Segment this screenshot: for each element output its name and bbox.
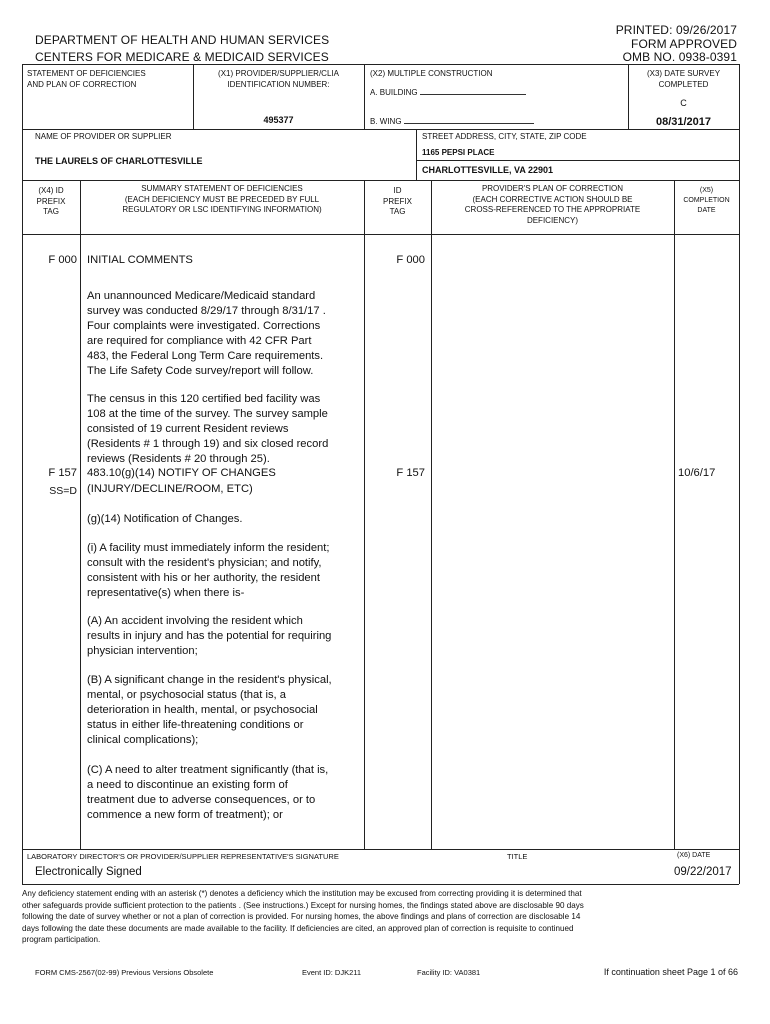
rule-address [416,129,417,180]
survey-date: 08/31/2017 [655,116,712,128]
tag-f000: F 000 [48,254,77,266]
completion-date-f157: 10/6/17 [678,467,716,479]
rule-street [416,160,739,161]
omb-number: OMB NO. 0938-0391 [622,50,737,64]
rule-col-id [431,180,432,849]
rule-columns [22,180,739,181]
x3-label: (X3) DATE SURVEY COMPLETED [646,69,721,89]
form-number: FORM CMS-2567(02-99) Previous Versions Obsolete [35,968,214,977]
tag-ss: SS=D [49,485,77,497]
paragraph-inform: (i) A facility must immediately inform the resident; consult with the resident's physician; and notify, consistent with his or her authority, the resident representative(s) when there is- [87,542,330,599]
paragraph-census: The census in this 120 certified bed facility was 108 at the time of the survey. The survey sample consisted of 19 current Resident reviews (Residents # 1 through 19) and six closed record reviews (Residents # 20 through 25). [87,393,329,465]
rule-provider [22,129,739,130]
provider-name-label: NAME OF PROVIDER OR SUPPLIER [35,132,172,141]
form-approved: FORM APPROVED [631,37,737,51]
col-header-x4: (X4) ID PREFIX TAG [36,186,66,216]
provider-name: THE LAURELS OF CHARLOTTESVILLE [35,156,203,166]
col-header-summary: SUMMARY STATEMENT OF DEFICIENCIES (EACH DEFICIENCY MUST BE PRECEDED BY FULL REGULATORY OR LSC IDENTIFYING INFORMATION) [122,184,322,214]
wing-field: B. WING [370,114,534,128]
address-label: STREET ADDRESS, CITY, STATE, ZIP CODE [422,132,587,141]
rule-right [739,64,740,884]
rule-col-summary [364,180,365,849]
paragraph-notification: (g)(14) Notification of Changes. [87,513,243,525]
city-state-zip: CHARLOTTESVILLE, VA 22901 [422,165,554,175]
tag-f157: F 157 [48,467,77,479]
col-header-plan: PROVIDER'S PLAN OF CORRECTION (EACH CORRECTIVE ACTION SHOULD BE CROSS-REFERENCED TO THE APPROPRIATE DEFICIENCY) [464,184,641,225]
event-id: Event ID: DJK211 [302,968,362,977]
rule-disclaimer [22,884,739,885]
rule-x2 [364,64,365,129]
provider-id: 495377 [263,115,294,125]
building-field: A. BUILDING [370,85,526,99]
id-f157: F 157 [396,467,425,479]
col-header-x5: (X5) COMPLETION DATE [683,187,730,214]
paragraph-survey: An unannounced Medicare/Medicaid standard survey was conducted 8/29/17 through 8/31/17 . Four complaints were investigated. Corrections are required for compliance with 42 CFR Part 483, the Federal Long Term Care requirements. The Life Safety Code survey/report will follow. [87,290,326,377]
rule-top [22,64,739,65]
x1-label: (X1) PROVIDER/SUPPLIER/CLIA IDENTIFICATION NUMBER: [218,69,339,89]
page-number: If continuation sheet Page 1 of 66 [603,967,738,977]
department-title: DEPARTMENT OF HEALTH AND HUMAN SERVICES [35,33,330,47]
disclaimer-text: Any deficiency statement ending with an asterisk (*) denotes a deficiency which the institution may be excused from correcting providing it is determined that other safeguards provide sufficient protection to the patients . (See instructions.) Except for nursing homes, the findings stated above are disclosable 90 days following the date of survey whether or not a plan of correction is provided. For nursing homes, the above findings and plans of correction are disclosable 14 days following the date these documents are made available to the facility. If deficiencies are cited, an approved plan of correction is requisite to continued program participation. [22,889,584,944]
f157-title-line1: 483.10(g)(14) NOTIFY OF CHANGES [87,467,276,479]
rule-col-plan [674,180,675,849]
paragraph-change: (B) A significant change in the resident's physical, mental, or psychosocial status (that is, a deterioration in health, mental, or psychosocial status in either life-threatening conditions or clinical complications); [87,674,332,746]
initial-comments-title: INITIAL COMMENTS [87,254,193,266]
rule-body [22,234,739,235]
signature-label: LABORATORY DIRECTOR'S OR PROVIDER/SUPPLIER REPRESENTATIVE'S SIGNATURE [27,852,339,861]
paragraph-accident: (A) An accident involving the resident which results in injury and has the potential for requiring physician intervention; [87,615,332,657]
centers-title: CENTERS FOR MEDICARE & MEDICAID SERVICES [35,50,329,64]
id-f000: F 000 [396,254,425,266]
facility-id: Facility ID: VA0381 [417,968,481,977]
rule-signature [22,849,739,850]
x2-label: (X2) MULTIPLE CONSTRUCTION [370,69,493,78]
street-address: 1165 PEPSI PLACE [422,148,495,157]
statement-label: STATEMENT OF DEFICIENCIES AND PLAN OF CORRECTION [27,69,146,89]
title-label: TITLE [507,852,528,861]
printed-date: PRINTED: 09/26/2017 [615,23,737,37]
date-label: (X6) DATE [677,852,711,859]
x3-c: C [680,98,687,108]
signature-date: 09/22/2017 [674,866,732,878]
col-header-id: ID PREFIX TAG [383,186,412,216]
paragraph-treatment: (C) A need to alter treatment significantly (that is, a need to discontinue an existing form of treatment due to adverse consequences, or to commence a new form of treatment); or [87,764,329,821]
signature-value: Electronically Signed [35,866,142,878]
f157-title-line2: (INJURY/DECLINE/ROOM, ETC) [87,483,253,495]
rule-col-x4 [80,180,81,849]
